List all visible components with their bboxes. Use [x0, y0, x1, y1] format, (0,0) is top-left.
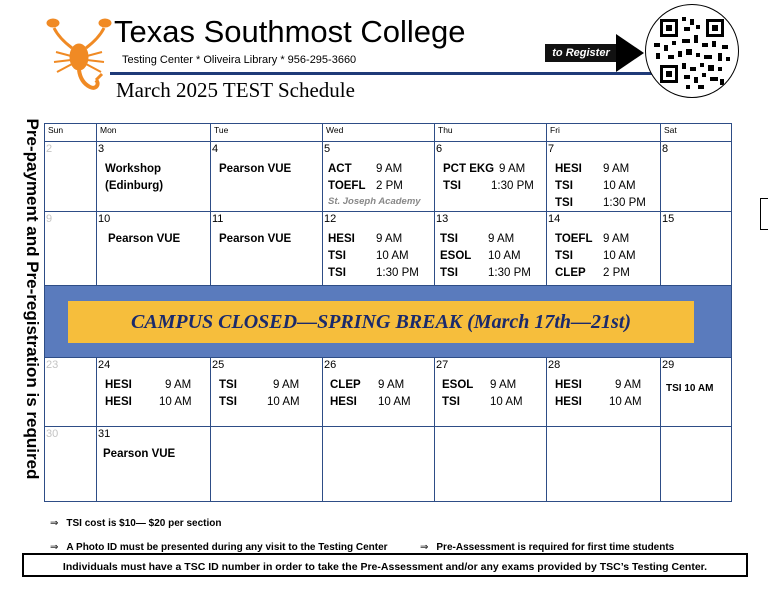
test-code: ESOL	[442, 379, 474, 392]
event-row	[219, 394, 319, 411]
day-number: 30	[46, 428, 59, 441]
event-list	[108, 231, 207, 248]
test-time: 9 AM	[376, 232, 403, 245]
day-cell	[547, 211, 661, 285]
day-number: 31	[98, 428, 111, 441]
header-wed: Wed	[323, 124, 435, 142]
test-time: 10 AM	[376, 249, 409, 262]
event-line: Pearson VUE	[219, 232, 292, 245]
event-row	[105, 377, 207, 394]
day-number: 25	[212, 359, 225, 372]
qr-code-icon[interactable]	[645, 4, 739, 98]
test-time: 1:30 PM	[603, 197, 646, 210]
day-number: 13	[436, 212, 449, 225]
arrow-bullet-icon: ⇒	[50, 518, 59, 529]
event-list	[328, 161, 431, 208]
event-list	[555, 161, 657, 212]
event-list	[105, 377, 207, 411]
day-cell	[661, 211, 732, 285]
testing-center-contact: Testing Center * Oliveira Library * 956-295-3660	[122, 54, 357, 66]
note-photo-id	[50, 542, 388, 553]
test-time: 9 AM	[488, 232, 515, 245]
event-list	[555, 231, 657, 282]
tsc-id-requirement: Individuals must have a TSC ID number in order to take the Pre-Assessment and/or any exams provided by TSC’s Testing Center.	[22, 553, 748, 577]
day-cell	[211, 427, 323, 502]
test-code: HESI	[555, 379, 582, 392]
test-time: 1:30 PM	[376, 266, 419, 279]
test-code: HESI	[105, 379, 132, 392]
event-row	[555, 161, 657, 178]
week-row	[45, 142, 732, 212]
day-number: 12	[324, 212, 337, 225]
event-row	[442, 394, 543, 411]
event-row	[105, 394, 207, 411]
day-cell	[211, 142, 323, 212]
test-code: ESOL	[440, 249, 472, 262]
day-cell	[661, 358, 732, 427]
event-list	[555, 377, 657, 411]
event-list	[219, 377, 319, 411]
event-row	[443, 161, 543, 178]
day-number: 6	[436, 143, 443, 156]
prepayment-notice	[20, 118, 44, 480]
day-number: 28	[548, 359, 561, 372]
test-time: 9 AM	[378, 379, 405, 392]
test-time: 10 AM	[159, 396, 192, 409]
day-number: 26	[324, 359, 337, 372]
week-row	[45, 358, 732, 427]
header-fri: Fri	[547, 124, 661, 142]
day-cell	[323, 211, 435, 285]
day-cell	[211, 211, 323, 285]
test-time: 2 PM	[376, 180, 403, 193]
test-time: 9 AM	[273, 379, 300, 392]
header-thu: Thu	[435, 124, 547, 142]
test-code: TSI	[555, 180, 573, 193]
event-row	[555, 265, 657, 282]
event-line: Workshop	[105, 163, 162, 176]
test-time: 9 AM	[603, 232, 630, 245]
day-cell	[45, 358, 97, 427]
day-number: 15	[662, 212, 675, 225]
college-name: Texas Southmost College	[114, 14, 466, 49]
test-code: TSI	[219, 379, 237, 392]
test-code: TSI	[443, 180, 461, 193]
test-code: TSI	[555, 249, 573, 262]
test-code: HESI	[330, 396, 357, 409]
test-time: 9 AM	[499, 163, 526, 176]
day-number: 8	[662, 143, 669, 156]
test-time: 10 AM	[609, 396, 642, 409]
event-row	[330, 394, 431, 411]
test-code: TOEFL	[328, 180, 366, 193]
test-code: TSI	[442, 396, 460, 409]
test-time: 10 AM	[603, 249, 636, 262]
day-number: 10	[98, 212, 111, 225]
event-list	[330, 377, 431, 411]
event-row	[328, 265, 431, 282]
campus-closed-banner: CAMPUS CLOSED—SPRING BREAK (March 17th—21st)	[68, 301, 694, 343]
event-row	[330, 377, 431, 394]
test-code: CLEP	[555, 266, 586, 279]
day-cell	[547, 358, 661, 427]
day-cell	[323, 427, 435, 502]
test-time: 10 AM	[603, 180, 636, 193]
day-number: 11	[212, 212, 224, 225]
day-number: 4	[212, 143, 219, 156]
day-cell	[435, 358, 547, 427]
event-row	[555, 231, 657, 248]
test-time: 9 AM	[490, 379, 517, 392]
test-code: TSI	[219, 396, 237, 409]
day-cell	[323, 142, 435, 212]
scorpion-logo-icon	[44, 12, 114, 94]
test-time: 1:30 PM	[491, 180, 534, 193]
arrow-right-icon	[616, 34, 644, 72]
day-number: 24	[98, 359, 111, 372]
prepayment-notice-text: Pre-payment and Pre-registration is required	[23, 118, 42, 480]
test-code: TOEFL	[555, 232, 593, 245]
day-cell	[45, 211, 97, 285]
event-row	[442, 377, 543, 394]
day-number: 5	[324, 143, 331, 156]
day-cell	[323, 358, 435, 427]
event-line: TSI 10 AM	[666, 383, 714, 395]
test-time: 9 AM	[603, 163, 630, 176]
event-list	[103, 446, 207, 463]
event-list	[219, 161, 319, 178]
event-row	[440, 265, 543, 282]
event-row	[555, 178, 657, 195]
note-text: TSI cost is $10— $20 per section	[66, 518, 222, 529]
test-code: HESI	[555, 163, 582, 176]
test-time: 2 PM	[603, 266, 630, 279]
test-time: 9 AM	[376, 163, 403, 176]
day-cell	[97, 427, 211, 502]
test-code: TSI	[440, 266, 458, 279]
event-row	[440, 248, 543, 265]
test-time: 9 AM	[615, 379, 642, 392]
event-list	[440, 231, 543, 282]
page-title: March 2025 TEST Schedule	[116, 78, 355, 102]
week-row	[45, 211, 732, 285]
test-time: 10 AM	[267, 396, 300, 409]
register-label[interactable]: to Register	[545, 44, 617, 62]
header-tue: Tue	[211, 124, 323, 142]
day-number: 9	[46, 212, 53, 225]
test-time: 10 AM	[490, 396, 523, 409]
event-list	[105, 161, 207, 195]
day-cell	[97, 358, 211, 427]
day-cell	[547, 142, 661, 212]
day-number: 14	[548, 212, 561, 225]
day-header-row	[45, 124, 732, 142]
test-code: HESI	[555, 396, 582, 409]
day-cell	[45, 427, 97, 502]
event-line: Pearson VUE	[103, 448, 176, 461]
note-text: A Photo ID must be presented during any visit to the Testing Center	[66, 542, 388, 553]
test-code: TSI	[440, 232, 458, 245]
test-time: 10 AM	[488, 249, 521, 262]
day-cell	[661, 427, 732, 502]
header-mon: Mon	[97, 124, 211, 142]
event-list	[328, 231, 431, 282]
event-row	[555, 195, 657, 212]
note-pre-assessment	[420, 542, 674, 553]
header-sun: Sun	[45, 124, 97, 142]
header-divider	[110, 72, 665, 75]
test-code: TSI	[328, 266, 346, 279]
event-row	[328, 248, 431, 265]
day-number: 27	[436, 359, 449, 372]
arrow-bullet-icon: ⇒	[50, 542, 59, 553]
test-time: 9 AM	[165, 379, 192, 392]
event-row	[555, 377, 657, 394]
day-cell	[97, 211, 211, 285]
day-number: 23	[46, 359, 59, 372]
event-location-note: St. Joseph Academy	[328, 196, 421, 208]
event-line: Pearson VUE	[108, 232, 181, 245]
day-cell	[211, 358, 323, 427]
event-list	[443, 161, 543, 195]
test-code: HESI	[328, 232, 355, 245]
day-cell	[435, 142, 547, 212]
day-number: 3	[98, 143, 105, 156]
week-row	[45, 427, 732, 502]
test-code: TSI	[555, 197, 573, 210]
test-code: CLEP	[330, 379, 361, 392]
day-cell	[661, 142, 732, 212]
event-row	[443, 178, 543, 195]
day-cell	[45, 142, 97, 212]
day-cell	[547, 427, 661, 502]
event-list	[666, 380, 728, 397]
event-row	[219, 377, 319, 394]
day-number: 7	[548, 143, 555, 156]
day-number: 29	[662, 359, 675, 372]
event-row	[328, 161, 431, 178]
test-code: TSI	[328, 249, 346, 262]
page-edge-mark	[760, 198, 768, 230]
note-tsi-cost	[50, 518, 221, 529]
day-cell	[435, 427, 547, 502]
event-list	[219, 231, 319, 248]
note-text: Pre-Assessment is required for first time students	[436, 542, 675, 553]
event-row	[555, 248, 657, 265]
arrow-bullet-icon: ⇒	[420, 542, 429, 553]
event-line: Pearson VUE	[219, 163, 292, 176]
test-code: ACT	[328, 163, 352, 176]
event-row	[555, 394, 657, 411]
day-cell	[97, 142, 211, 212]
day-cell	[435, 211, 547, 285]
test-code: PCT EKG	[443, 163, 495, 176]
test-time: 10 AM	[378, 396, 411, 409]
event-row	[328, 231, 431, 248]
event-row	[328, 178, 431, 195]
event-list	[442, 377, 543, 411]
header-sat: Sat	[661, 124, 732, 142]
test-time: 1:30 PM	[488, 266, 531, 279]
day-number: 2	[46, 143, 53, 156]
event-line: (Edinburg)	[105, 180, 164, 193]
event-row	[440, 231, 543, 248]
test-code: HESI	[105, 396, 132, 409]
